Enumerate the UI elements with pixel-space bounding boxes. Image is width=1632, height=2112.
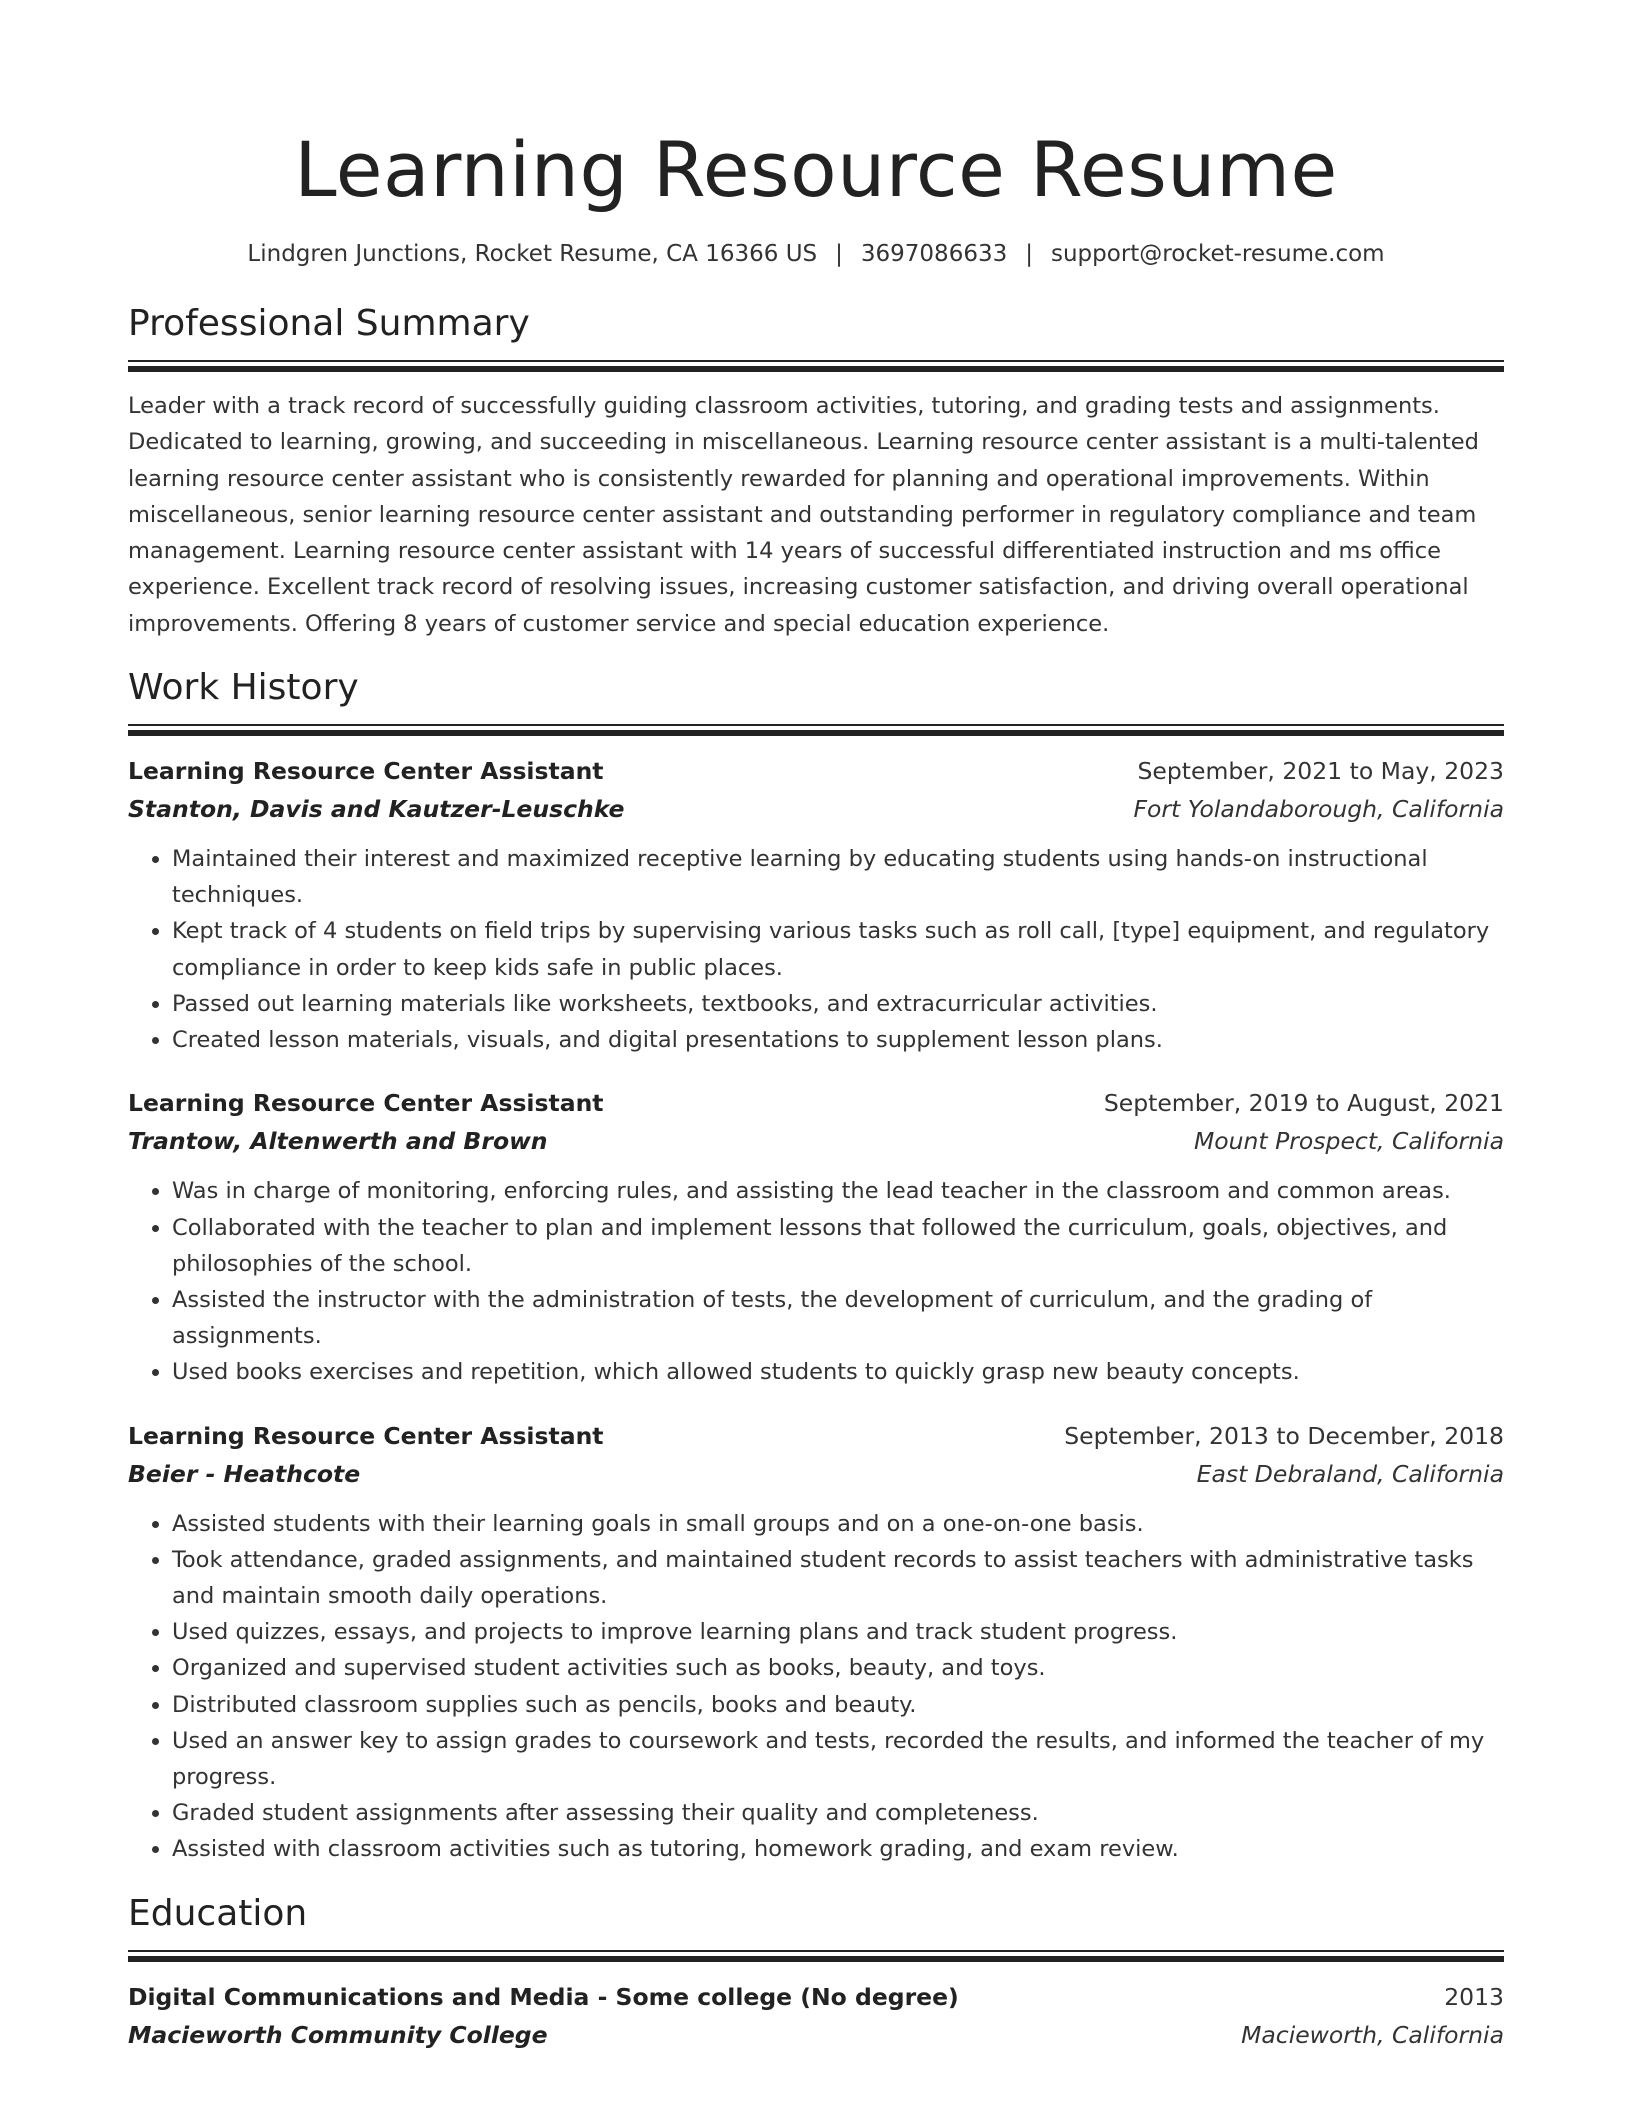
job-title: Learning Resource Center Assistant: [128, 1089, 604, 1118]
job-dates: September, 2021 to May, 2023: [1137, 757, 1504, 786]
job-bullet: • Used books exercises and repetition, which allowed students to quickly grasp new beauty concepts.: [172, 1354, 1504, 1390]
contact-separator: |: [1025, 241, 1033, 267]
job-bullet: • Took attendance, graded assignments, and maintained student records to assist teachers with administrative tasks and maintain smooth daily operations.: [172, 1542, 1504, 1614]
job-bullet: • Assisted students with their learning goals in small groups and on a one-on-one basis.: [172, 1506, 1504, 1542]
job-bullet: • Assisted with classroom activities such as tutoring, homework grading, and exam review.: [172, 1831, 1504, 1867]
job-header-row: [128, 1417, 1504, 1455]
job-bullet: • Distributed classroom supplies such as pencils, books and beauty.: [172, 1687, 1504, 1723]
contact-address: Lindgren Junctions, Rocket Resume, CA 16366 US: [247, 241, 818, 267]
job-company-row: [128, 1122, 1504, 1160]
job-company: Beier - Heathcote: [128, 1459, 361, 1488]
job-bullet: • Kept track of 4 students on field trips by supervising various tasks such as roll call, [type] equipment, and regulatory compliance in order to keep kids safe in public places.: [172, 913, 1504, 985]
section-divider: [128, 1950, 1504, 1962]
job-entry: [128, 752, 1504, 1058]
job-bullet: • Maintained their interest and maximized receptive learning by educating students using hands-on instructional techniques.: [172, 841, 1504, 913]
job-dates: September, 2019 to August, 2021: [1103, 1089, 1504, 1118]
job-location: East Debraland, California: [1196, 1459, 1504, 1488]
contact-separator: |: [835, 241, 843, 267]
job-bullet: • Created lesson materials, visuals, and digital presentations to supplement lesson plans.: [172, 1022, 1504, 1058]
contact-email: support@rocket-resume.com: [1050, 241, 1385, 267]
job-bullet: • Used an answer key to assign grades to coursework and tests, recorded the results, and informed the teacher of my progress.: [172, 1723, 1504, 1795]
section-title-summary: Professional Summary: [128, 303, 530, 344]
section-divider: [128, 360, 1504, 372]
job-bullet: • Was in charge of monitoring, enforcing rules, and assisting the lead teacher in the classroom and common areas.: [172, 1173, 1504, 1209]
job-location: Fort Yolandaborough, California: [1133, 795, 1504, 824]
section-divider: [128, 724, 1504, 736]
job-company: Trantow, Altenwerth and Brown: [128, 1127, 548, 1156]
education-degree: Digital Communications and Media - Some college (No degree): [128, 1982, 959, 2011]
job-bullet: • Organized and supervised student activities such as books, beauty, and toys.: [172, 1650, 1504, 1686]
job-title: Learning Resource Center Assistant: [128, 1421, 604, 1450]
job-company-row: [128, 790, 1504, 828]
job-company: Stanton, Davis and Kautzer-Leuschke: [128, 795, 625, 824]
education-school: Macieworth Community College: [128, 2020, 548, 2049]
section-title-work-history: Work History: [128, 667, 359, 709]
education-header-row: [128, 1978, 1504, 2016]
summary-section: [128, 302, 1504, 642]
job-bullet: • Graded student assignments after assessing their quality and completeness.: [172, 1795, 1504, 1831]
education-school-row: [128, 2016, 1504, 2054]
job-bullet-list: [128, 1506, 1504, 1868]
contact-phone: 3697086633: [860, 241, 1008, 267]
job-bullet: • Passed out learning materials like worksheets, textbooks, and extracurricular activities.: [172, 986, 1504, 1022]
job-entry: [128, 1084, 1504, 1390]
job-title: Learning Resource Center Assistant: [128, 757, 604, 786]
education-year: 2013: [1444, 1982, 1504, 2011]
resume-page: [128, 0, 1504, 2054]
education-section: [128, 1892, 1504, 2054]
job-bullet-list: [128, 1173, 1504, 1390]
section-title-education: Education: [128, 1892, 308, 1934]
job-company-row: [128, 1455, 1504, 1493]
job-bullet-list: [128, 841, 1504, 1058]
summary-text: Leader with a track record of successfully guiding classroom activities, tutoring, and grading tests and assignments. Dedicated to learning, growing, and succeeding in miscellaneous. Learning resource center assistant is a multi-talented learning resource center assistant who is consistently rewarded for planning and operational improvements. Within miscellaneous, senior learning resource center assistant and outstanding performer in regulatory compliance and team management. Learning resource center assistant with 14 years of successful differentiated instruction and ms office experience. Excellent track record of resolving issues, increasing customer satisfaction, and driving overall operational improvements. Offering 8 years of customer service and special education experience.: [128, 393, 1479, 637]
job-entry: [128, 1417, 1504, 1868]
job-header-row: [128, 752, 1504, 790]
job-dates: September, 2013 to December, 2018: [1064, 1421, 1504, 1450]
resume-title: Learning Resource Resume: [294, 125, 1338, 214]
education-location: Macieworth, California: [1241, 2020, 1504, 2049]
job-bullet: • Collaborated with the teacher to plan and implement lessons that followed the curriculum, goals, objectives, and philosophies of the school.: [172, 1210, 1504, 1282]
job-bullet: • Used quizzes, essays, and projects to improve learning plans and track student progress.: [172, 1614, 1504, 1650]
contact-line: [128, 238, 1504, 270]
job-location: Mount Prospect, California: [1193, 1127, 1504, 1156]
work-history-section: [128, 666, 1504, 1867]
job-header-row: [128, 1084, 1504, 1122]
education-entry: [128, 1978, 1504, 2054]
job-bullet: • Assisted the instructor with the administration of tests, the development of curriculum, and the grading of assignments.: [172, 1282, 1504, 1354]
